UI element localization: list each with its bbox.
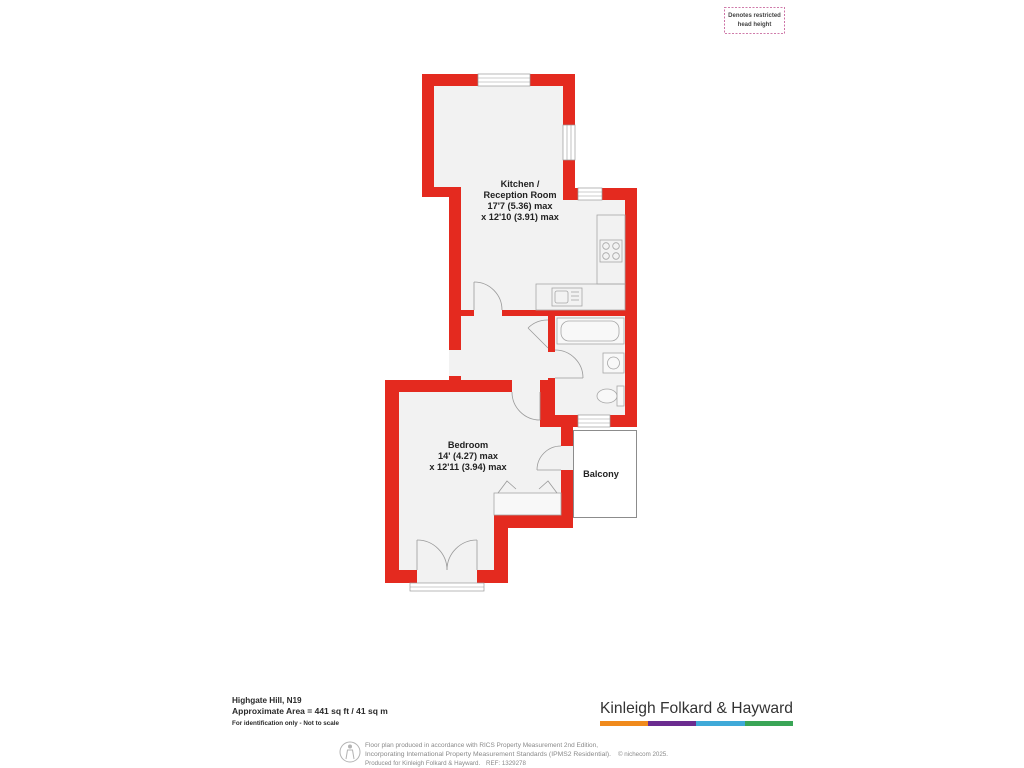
bathroom-window bbox=[578, 415, 610, 427]
footer-line-2: Incorporating International Property Measurement Standards (IPMS2 Residential). bbox=[365, 751, 612, 758]
window-frame bbox=[578, 188, 602, 200]
footer-copyright: © nichecom 2025. bbox=[618, 751, 668, 758]
balcony-doorway bbox=[561, 446, 573, 470]
brand-stripe-green bbox=[745, 721, 793, 726]
restricted-height-swatch bbox=[725, 8, 785, 34]
bedroom-dimension-1: 14' (4.27) max bbox=[438, 451, 498, 461]
hallway-floor bbox=[461, 316, 548, 380]
footer-reference: REF: 1329278 bbox=[486, 760, 526, 767]
bedroom-dimension-2: x 12'11 (3.94) max bbox=[429, 462, 507, 472]
kitchen-side-window bbox=[563, 125, 575, 160]
kitchen-doorway bbox=[474, 310, 502, 316]
brand-stripe-blue bbox=[696, 721, 745, 726]
bedroom-name: Bedroom bbox=[447, 440, 489, 450]
toilet-icon bbox=[597, 389, 617, 403]
property-area: Approximate Area = 441 sq ft / 41 sq m bbox=[232, 706, 388, 716]
brand-stripe-purple bbox=[648, 721, 696, 726]
toilet-cistern bbox=[617, 386, 624, 406]
kitchen-top-window bbox=[478, 74, 530, 86]
property-address: Highgate Hill, N19 bbox=[232, 696, 302, 705]
footer-line-3: Produced for Kinleigh Folkard & Hayward. bbox=[365, 760, 481, 767]
agent-logo bbox=[600, 700, 793, 726]
basin-icon bbox=[603, 353, 624, 373]
bedroom-doorway bbox=[512, 380, 540, 392]
legend-line-2: head height bbox=[737, 22, 772, 28]
kitchen-dimension-1: 17'7 (5.36) max bbox=[487, 201, 553, 211]
kitchen-dimension-2: x 12'10 (3.91) max bbox=[481, 212, 559, 222]
footer-line-1: Floor plan produced in accordance with RICS Property Measurement 2nd Edition, bbox=[365, 742, 599, 749]
window-frame bbox=[478, 74, 530, 86]
bathroom-doorway bbox=[548, 352, 555, 378]
window-frame bbox=[578, 415, 610, 427]
agent-name: Kinleigh Folkard & Hayward bbox=[600, 700, 793, 717]
scale-disclaimer: For identification only - Not to scale bbox=[232, 720, 340, 727]
legend bbox=[725, 8, 785, 34]
kitchen-name-line-2: Reception Room bbox=[483, 190, 557, 200]
legend-line-1: Denotes restricted bbox=[728, 13, 781, 19]
brand-stripe-orange bbox=[600, 721, 648, 726]
balcony-label: Balcony bbox=[583, 469, 619, 479]
kitchen-rear-window bbox=[578, 188, 602, 200]
window-frame bbox=[563, 125, 575, 160]
logo-head bbox=[348, 745, 352, 749]
wardrobe-body bbox=[494, 493, 561, 515]
french-doors-opening bbox=[417, 570, 477, 583]
kitchen-name-line-1: Kitchen / bbox=[500, 179, 540, 189]
entrance-doorway bbox=[449, 350, 461, 376]
